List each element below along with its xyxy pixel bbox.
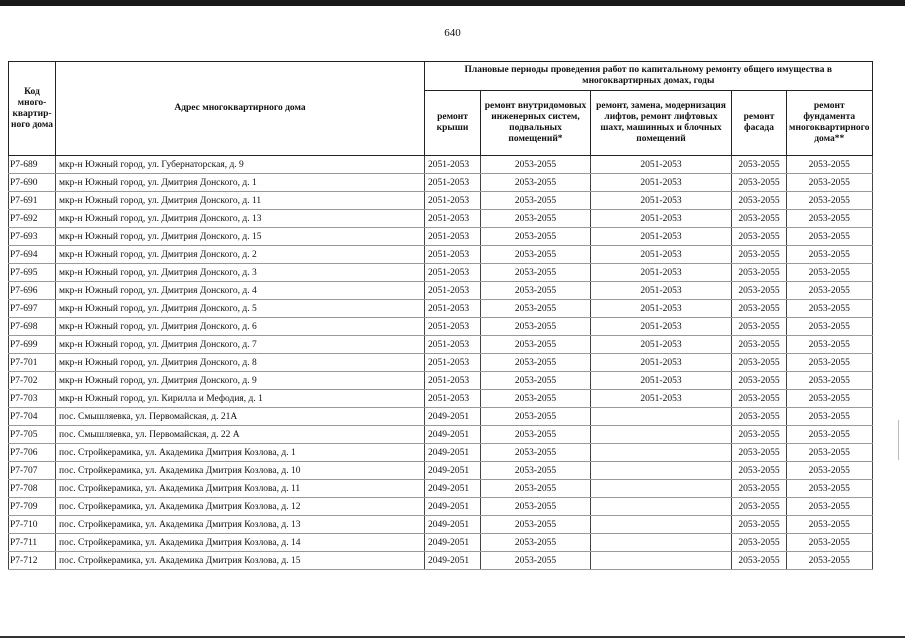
cell-lifts xyxy=(591,552,732,570)
cell-lifts: 2051-2053 xyxy=(591,372,732,390)
cell-systems: 2053-2055 xyxy=(481,498,591,516)
cell-facade: 2053-2055 xyxy=(732,264,787,282)
header-facade: ремонт фасада xyxy=(732,91,787,156)
cell-systems: 2053-2055 xyxy=(481,264,591,282)
cell-lifts: 2051-2053 xyxy=(591,246,732,264)
cell-foundation: 2053-2055 xyxy=(787,390,873,408)
table-row xyxy=(9,264,873,282)
cell-facade: 2053-2055 xyxy=(732,336,787,354)
cell-facade: 2053-2055 xyxy=(732,498,787,516)
cell-foundation: 2053-2055 xyxy=(787,372,873,390)
cell-address: пос. Стройкерамика, ул. Академика Дмитрия Козлова, д. 13 xyxy=(56,516,425,534)
cell-systems: 2053-2055 xyxy=(481,552,591,570)
cell-foundation: 2053-2055 xyxy=(787,228,873,246)
cell-lifts: 2051-2053 xyxy=(591,282,732,300)
table-row xyxy=(9,246,873,264)
cell-code: P7-703 xyxy=(9,390,56,408)
table-body xyxy=(9,156,873,570)
header-address: Адрес многоквартирного дома xyxy=(56,62,425,156)
header-foundation: ремонт фундамента многоквартирного дома** xyxy=(787,91,873,156)
cell-address: пос. Стройкерамика, ул. Академика Дмитрия Козлова, д. 10 xyxy=(56,462,425,480)
cell-foundation: 2053-2055 xyxy=(787,318,873,336)
cell-lifts: 2051-2053 xyxy=(591,300,732,318)
cell-lifts: 2051-2053 xyxy=(591,354,732,372)
cell-address: пос. Стройкерамика, ул. Академика Дмитрия Козлова, д. 14 xyxy=(56,534,425,552)
cell-facade: 2053-2055 xyxy=(732,390,787,408)
cell-foundation: 2053-2055 xyxy=(787,534,873,552)
cell-address: пос. Стройкерамика, ул. Академика Дмитрия Козлова, д. 1 xyxy=(56,444,425,462)
cell-facade: 2053-2055 xyxy=(732,192,787,210)
table-row xyxy=(9,282,873,300)
cell-code: P7-701 xyxy=(9,354,56,372)
cell-address: пос. Стройкерамика, ул. Академика Дмитрия Козлова, д. 12 xyxy=(56,498,425,516)
cell-facade: 2053-2055 xyxy=(732,372,787,390)
cell-lifts xyxy=(591,534,732,552)
cell-address: пос. Смышляевка, ул. Первомайская, д. 21А xyxy=(56,408,425,426)
cell-facade: 2053-2055 xyxy=(732,408,787,426)
cell-foundation: 2053-2055 xyxy=(787,282,873,300)
cell-lifts xyxy=(591,480,732,498)
cell-code: P7-695 xyxy=(9,264,56,282)
cell-address: пос. Стройкерамика, ул. Академика Дмитрия Козлова, д. 15 xyxy=(56,552,425,570)
cell-code: P7-693 xyxy=(9,228,56,246)
cell-address: мкр-н Южный город, ул. Дмитрия Донского, д. 7 xyxy=(56,336,425,354)
cell-facade: 2053-2055 xyxy=(732,534,787,552)
cell-code: P7-699 xyxy=(9,336,56,354)
cell-foundation: 2053-2055 xyxy=(787,408,873,426)
table-row xyxy=(9,498,873,516)
table-row xyxy=(9,336,873,354)
table-row xyxy=(9,174,873,192)
cell-foundation: 2053-2055 xyxy=(787,336,873,354)
cell-code: P7-694 xyxy=(9,246,56,264)
cell-facade: 2053-2055 xyxy=(732,444,787,462)
cell-code: P7-707 xyxy=(9,462,56,480)
cell-facade: 2053-2055 xyxy=(732,354,787,372)
cell-foundation: 2053-2055 xyxy=(787,264,873,282)
cell-foundation: 2053-2055 xyxy=(787,300,873,318)
cell-foundation: 2053-2055 xyxy=(787,210,873,228)
cell-code: P7-710 xyxy=(9,516,56,534)
header-lifts: ремонт, замена, модернизация лифтов, ремонт лифтовых шахт, машинных и блочных помещений xyxy=(591,91,732,156)
cell-roof: 2049-2051 xyxy=(425,426,481,444)
cell-code: P7-712 xyxy=(9,552,56,570)
cell-systems: 2053-2055 xyxy=(481,534,591,552)
cell-lifts: 2051-2053 xyxy=(591,210,732,228)
cell-systems: 2053-2055 xyxy=(481,336,591,354)
table-row xyxy=(9,210,873,228)
cell-facade: 2053-2055 xyxy=(732,228,787,246)
cell-roof: 2049-2051 xyxy=(425,516,481,534)
cell-lifts xyxy=(591,516,732,534)
cell-lifts xyxy=(591,462,732,480)
cell-code: P7-709 xyxy=(9,498,56,516)
header-systems: ремонт внутридомовых инженерных систем, подвальных помещений* xyxy=(481,91,591,156)
cell-code: P7-702 xyxy=(9,372,56,390)
cell-lifts: 2051-2053 xyxy=(591,156,732,174)
cell-systems: 2053-2055 xyxy=(481,174,591,192)
cell-systems: 2053-2055 xyxy=(481,192,591,210)
cell-systems: 2053-2055 xyxy=(481,246,591,264)
table-row xyxy=(9,552,873,570)
cell-roof: 2049-2051 xyxy=(425,462,481,480)
cell-lifts xyxy=(591,498,732,516)
cell-lifts: 2051-2053 xyxy=(591,336,732,354)
cell-roof: 2051-2053 xyxy=(425,192,481,210)
cell-address: мкр-н Южный город, ул. Дмитрия Донского, д. 8 xyxy=(56,354,425,372)
cell-facade: 2053-2055 xyxy=(732,552,787,570)
cell-address: мкр-н Южный город, ул. Дмитрия Донского, д. 13 xyxy=(56,210,425,228)
cell-roof: 2051-2053 xyxy=(425,210,481,228)
page-number: 640 xyxy=(444,27,461,39)
table-row xyxy=(9,426,873,444)
cell-foundation: 2053-2055 xyxy=(787,354,873,372)
cell-foundation: 2053-2055 xyxy=(787,156,873,174)
cell-code: P7-711 xyxy=(9,534,56,552)
cell-foundation: 2053-2055 xyxy=(787,480,873,498)
cell-foundation: 2053-2055 xyxy=(787,426,873,444)
cell-code: P7-691 xyxy=(9,192,56,210)
cell-systems: 2053-2055 xyxy=(481,390,591,408)
cell-systems: 2053-2055 xyxy=(481,426,591,444)
cell-systems: 2053-2055 xyxy=(481,516,591,534)
table-row xyxy=(9,390,873,408)
cell-lifts: 2051-2053 xyxy=(591,192,732,210)
cell-code: P7-690 xyxy=(9,174,56,192)
cell-foundation: 2053-2055 xyxy=(787,516,873,534)
cell-facade: 2053-2055 xyxy=(732,210,787,228)
cell-roof: 2049-2051 xyxy=(425,480,481,498)
cell-facade: 2053-2055 xyxy=(732,246,787,264)
header-periods-group: Плановые периоды проведения работ по капитальному ремонту общего имущества в многоквартирных домах, годы xyxy=(425,62,873,91)
cell-foundation: 2053-2055 xyxy=(787,444,873,462)
cell-roof: 2049-2051 xyxy=(425,534,481,552)
cell-roof: 2051-2053 xyxy=(425,318,481,336)
top-border xyxy=(0,0,905,6)
cell-facade: 2053-2055 xyxy=(732,174,787,192)
cell-foundation: 2053-2055 xyxy=(787,498,873,516)
cell-address: мкр-н Южный город, ул. Дмитрия Донского, д. 4 xyxy=(56,282,425,300)
table-row xyxy=(9,516,873,534)
cell-roof: 2051-2053 xyxy=(425,354,481,372)
cell-lifts xyxy=(591,426,732,444)
cell-address: пос. Стройкерамика, ул. Академика Дмитрия Козлова, д. 11 xyxy=(56,480,425,498)
cell-systems: 2053-2055 xyxy=(481,282,591,300)
cell-systems: 2053-2055 xyxy=(481,318,591,336)
cell-facade: 2053-2055 xyxy=(732,480,787,498)
cell-code: P7-692 xyxy=(9,210,56,228)
cell-code: P7-706 xyxy=(9,444,56,462)
cell-address: мкр-н Южный город, ул. Дмитрия Донского, д. 2 xyxy=(56,246,425,264)
cell-lifts: 2051-2053 xyxy=(591,228,732,246)
cell-address: мкр-н Южный город, ул. Дмитрия Донского, д. 15 xyxy=(56,228,425,246)
cell-systems: 2053-2055 xyxy=(481,228,591,246)
cell-roof: 2049-2051 xyxy=(425,444,481,462)
cell-address: мкр-н Южный город, ул. Кирилла и Мефодия, д. 1 xyxy=(56,390,425,408)
cell-address: пос. Смышляевка, ул. Первомайская, д. 22 А xyxy=(56,426,425,444)
cell-code: P7-697 xyxy=(9,300,56,318)
table-row xyxy=(9,480,873,498)
table-row xyxy=(9,354,873,372)
table-row xyxy=(9,156,873,174)
cell-roof: 2051-2053 xyxy=(425,282,481,300)
table-row xyxy=(9,372,873,390)
cell-lifts: 2051-2053 xyxy=(591,264,732,282)
cell-code: P7-708 xyxy=(9,480,56,498)
cell-roof: 2051-2053 xyxy=(425,390,481,408)
cell-roof: 2049-2051 xyxy=(425,408,481,426)
cell-address: мкр-н Южный город, ул. Губернаторская, д. 9 xyxy=(56,156,425,174)
cell-systems: 2053-2055 xyxy=(481,210,591,228)
cell-lifts: 2051-2053 xyxy=(591,318,732,336)
cell-foundation: 2053-2055 xyxy=(787,462,873,480)
bottom-border xyxy=(0,636,905,638)
cell-code: P7-698 xyxy=(9,318,56,336)
table-row xyxy=(9,408,873,426)
header-code: Код много-квартир-ного дома xyxy=(9,62,56,156)
cell-systems: 2053-2055 xyxy=(481,480,591,498)
cell-facade: 2053-2055 xyxy=(732,516,787,534)
cell-systems: 2053-2055 xyxy=(481,300,591,318)
cell-systems: 2053-2055 xyxy=(481,444,591,462)
cell-roof: 2049-2051 xyxy=(425,552,481,570)
table-row xyxy=(9,192,873,210)
cell-address: мкр-н Южный город, ул. Дмитрия Донского, д. 3 xyxy=(56,264,425,282)
cell-roof: 2051-2053 xyxy=(425,246,481,264)
table-row xyxy=(9,318,873,336)
header-roof: ремонт крыши xyxy=(425,91,481,156)
table-row xyxy=(9,228,873,246)
cell-foundation: 2053-2055 xyxy=(787,246,873,264)
cell-roof: 2051-2053 xyxy=(425,300,481,318)
table-row xyxy=(9,462,873,480)
cell-roof: 2051-2053 xyxy=(425,228,481,246)
cell-foundation: 2053-2055 xyxy=(787,174,873,192)
cell-systems: 2053-2055 xyxy=(481,354,591,372)
cell-facade: 2053-2055 xyxy=(732,318,787,336)
cell-facade: 2053-2055 xyxy=(732,300,787,318)
cell-roof: 2051-2053 xyxy=(425,156,481,174)
cell-foundation: 2053-2055 xyxy=(787,192,873,210)
cell-facade: 2053-2055 xyxy=(732,282,787,300)
cell-address: мкр-н Южный город, ул. Дмитрия Донского, д. 5 xyxy=(56,300,425,318)
cell-facade: 2053-2055 xyxy=(732,462,787,480)
table-row xyxy=(9,300,873,318)
cell-roof: 2051-2053 xyxy=(425,336,481,354)
scan-mark xyxy=(898,420,899,460)
cell-code: P7-696 xyxy=(9,282,56,300)
cell-facade: 2053-2055 xyxy=(732,426,787,444)
cell-lifts: 2051-2053 xyxy=(591,174,732,192)
cell-code: P7-704 xyxy=(9,408,56,426)
table-row xyxy=(9,444,873,462)
cell-roof: 2051-2053 xyxy=(425,264,481,282)
cell-foundation: 2053-2055 xyxy=(787,552,873,570)
cell-code: P7-705 xyxy=(9,426,56,444)
cell-roof: 2051-2053 xyxy=(425,372,481,390)
cell-address: мкр-н Южный город, ул. Дмитрия Донского, д. 1 xyxy=(56,174,425,192)
cell-roof: 2051-2053 xyxy=(425,174,481,192)
cell-facade: 2053-2055 xyxy=(732,156,787,174)
cell-lifts xyxy=(591,444,732,462)
cell-code: P7-689 xyxy=(9,156,56,174)
cell-lifts xyxy=(591,408,732,426)
cell-systems: 2053-2055 xyxy=(481,156,591,174)
table-row xyxy=(9,534,873,552)
cell-roof: 2049-2051 xyxy=(425,498,481,516)
cell-address: мкр-н Южный город, ул. Дмитрия Донского, д. 6 xyxy=(56,318,425,336)
cell-address: мкр-н Южный город, ул. Дмитрия Донского, д. 9 xyxy=(56,372,425,390)
cell-address: мкр-н Южный город, ул. Дмитрия Донского, д. 11 xyxy=(56,192,425,210)
cell-systems: 2053-2055 xyxy=(481,372,591,390)
cell-lifts: 2051-2053 xyxy=(591,390,732,408)
capital-repair-table xyxy=(8,61,873,570)
cell-systems: 2053-2055 xyxy=(481,408,591,426)
cell-systems: 2053-2055 xyxy=(481,462,591,480)
